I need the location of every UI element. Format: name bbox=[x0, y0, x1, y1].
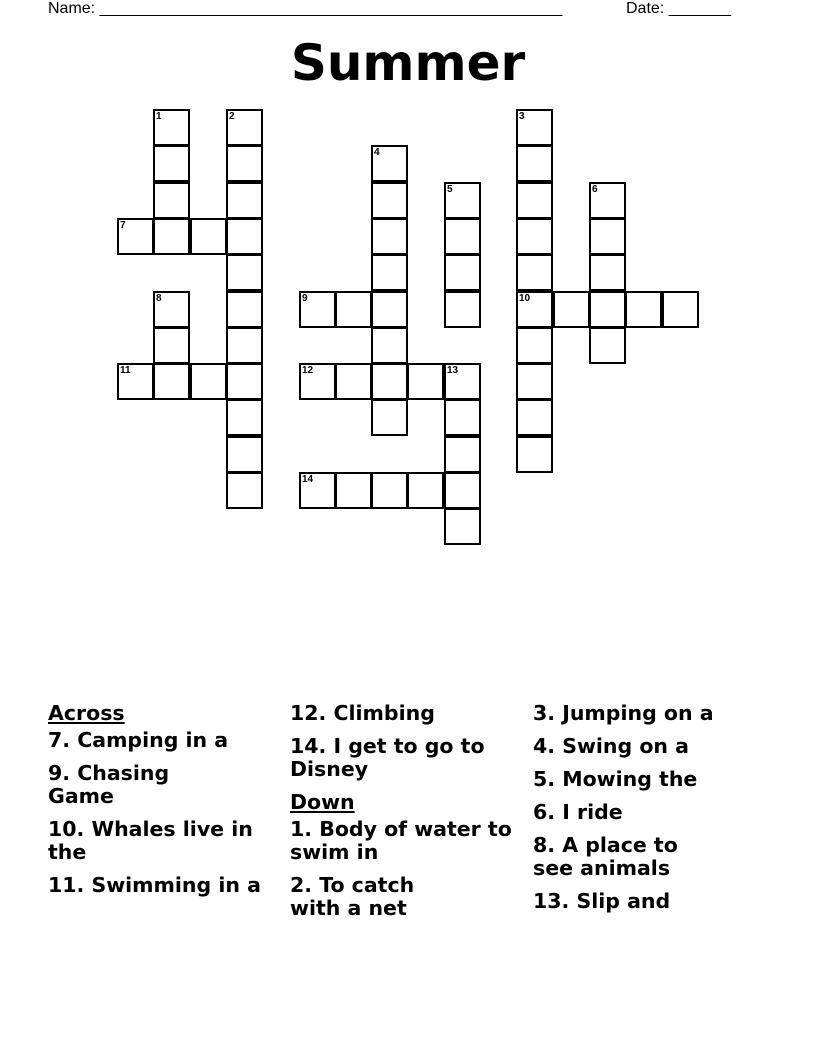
clue-down-6: 6. I ride bbox=[533, 800, 623, 824]
grid-cell[interactable] bbox=[516, 182, 553, 219]
grid-cell[interactable] bbox=[516, 436, 553, 473]
clue-across-14: 14. I get to go to Disney bbox=[290, 734, 485, 781]
grid-cell[interactable] bbox=[444, 508, 481, 545]
grid-cell[interactable] bbox=[444, 472, 481, 509]
grid-cell[interactable] bbox=[407, 363, 444, 400]
clue-down-5: 5. Mowing the bbox=[533, 767, 698, 791]
grid-cell[interactable] bbox=[153, 182, 190, 219]
clue-number: 8 bbox=[156, 293, 162, 304]
grid-cell[interactable] bbox=[444, 399, 481, 436]
clue-down-2: 2. To catch with a net bbox=[290, 873, 415, 920]
page-title: Summer bbox=[290, 34, 526, 92]
grid-cell[interactable] bbox=[226, 472, 263, 509]
grid-cell[interactable] bbox=[226, 436, 263, 473]
clue-down-3: 3. Jumping on a bbox=[533, 701, 714, 725]
clue-across-11: 11. Swimming in a bbox=[48, 873, 261, 897]
date-label: Date: bbox=[626, 0, 665, 17]
clue-number: 5 bbox=[447, 184, 453, 195]
grid-cell[interactable] bbox=[516, 218, 553, 255]
grid-cell[interactable] bbox=[444, 218, 481, 255]
grid-cell[interactable] bbox=[444, 436, 481, 473]
clue-down-1: 1. Body of water to swim in bbox=[290, 817, 512, 864]
grid-cell[interactable] bbox=[371, 472, 408, 509]
clue-number: 4 bbox=[374, 147, 380, 158]
clue-down-8: 8. A place to see animals bbox=[533, 833, 678, 880]
clue-number: 7 bbox=[120, 220, 126, 231]
grid-cell[interactable] bbox=[153, 327, 190, 364]
across-heading: Across bbox=[48, 701, 125, 725]
down-heading: Down bbox=[290, 790, 355, 814]
grid-cell[interactable] bbox=[190, 218, 227, 255]
date-line: _______ bbox=[668, 0, 731, 17]
clue-across-7: 7. Camping in a bbox=[48, 728, 229, 752]
clue-number: 10 bbox=[519, 293, 531, 304]
grid-cell[interactable] bbox=[371, 363, 408, 400]
clue-across-10: 10. Whales live in the bbox=[48, 817, 253, 864]
grid-cell[interactable] bbox=[662, 291, 699, 328]
grid-cell[interactable] bbox=[153, 218, 190, 255]
grid-cell[interactable] bbox=[516, 363, 553, 400]
clue-number: 9 bbox=[302, 293, 308, 304]
clue-column-3 bbox=[533, 702, 765, 923]
grid-cell[interactable] bbox=[226, 182, 263, 219]
grid-cell[interactable] bbox=[371, 182, 408, 219]
grid-cell[interactable] bbox=[226, 327, 263, 364]
grid-cell[interactable] bbox=[371, 327, 408, 364]
clue-down-4: 4. Swing on a bbox=[533, 734, 689, 758]
grid-cell[interactable] bbox=[226, 291, 263, 328]
grid-cell[interactable] bbox=[625, 291, 662, 328]
clue-number: 3 bbox=[519, 111, 525, 122]
grid-cell[interactable] bbox=[444, 291, 481, 328]
grid-cell[interactable] bbox=[589, 291, 626, 328]
grid-cell[interactable] bbox=[553, 291, 590, 328]
clue-number: 11 bbox=[120, 365, 131, 376]
grid-cell[interactable] bbox=[190, 363, 227, 400]
grid-cell[interactable] bbox=[335, 363, 372, 400]
clue-column-2 bbox=[290, 702, 522, 930]
grid-cell[interactable] bbox=[335, 472, 372, 509]
grid-cell[interactable] bbox=[516, 254, 553, 291]
grid-cell[interactable] bbox=[226, 145, 263, 182]
name-label: Name: bbox=[48, 0, 96, 17]
grid-cell[interactable] bbox=[589, 218, 626, 255]
grid-cell[interactable] bbox=[226, 399, 263, 436]
grid-cell[interactable] bbox=[153, 145, 190, 182]
clue-across-9: 9. Chasing Game bbox=[48, 761, 170, 808]
grid-cell[interactable] bbox=[516, 145, 553, 182]
clue-number: 14 bbox=[302, 474, 314, 485]
grid-cell[interactable] bbox=[226, 363, 263, 400]
clue-number: 6 bbox=[592, 184, 598, 195]
grid-cell[interactable] bbox=[335, 291, 372, 328]
grid-cell[interactable] bbox=[371, 218, 408, 255]
clue-down-13: 13. Slip and bbox=[533, 889, 671, 913]
clue-number: 12 bbox=[302, 365, 314, 376]
grid-cell[interactable] bbox=[407, 472, 444, 509]
clue-number: 13 bbox=[447, 365, 459, 376]
grid-cell[interactable] bbox=[516, 399, 553, 436]
grid-cell[interactable] bbox=[371, 254, 408, 291]
grid-cell[interactable] bbox=[226, 254, 263, 291]
grid-cell[interactable] bbox=[371, 291, 408, 328]
clue-across-12: 12. Climbing bbox=[290, 701, 435, 725]
grid-cell[interactable] bbox=[589, 327, 626, 364]
name-line: ____________________________________________________ bbox=[99, 0, 563, 17]
grid-cell[interactable] bbox=[226, 218, 263, 255]
clue-number: 2 bbox=[229, 111, 235, 122]
clue-column-1 bbox=[48, 702, 280, 907]
clue-number: 1 bbox=[156, 111, 162, 122]
grid-cell[interactable] bbox=[516, 327, 553, 364]
grid-cell[interactable] bbox=[153, 363, 190, 400]
grid-cell[interactable] bbox=[589, 254, 626, 291]
grid-cell[interactable] bbox=[371, 399, 408, 436]
grid-cell[interactable] bbox=[444, 254, 481, 291]
